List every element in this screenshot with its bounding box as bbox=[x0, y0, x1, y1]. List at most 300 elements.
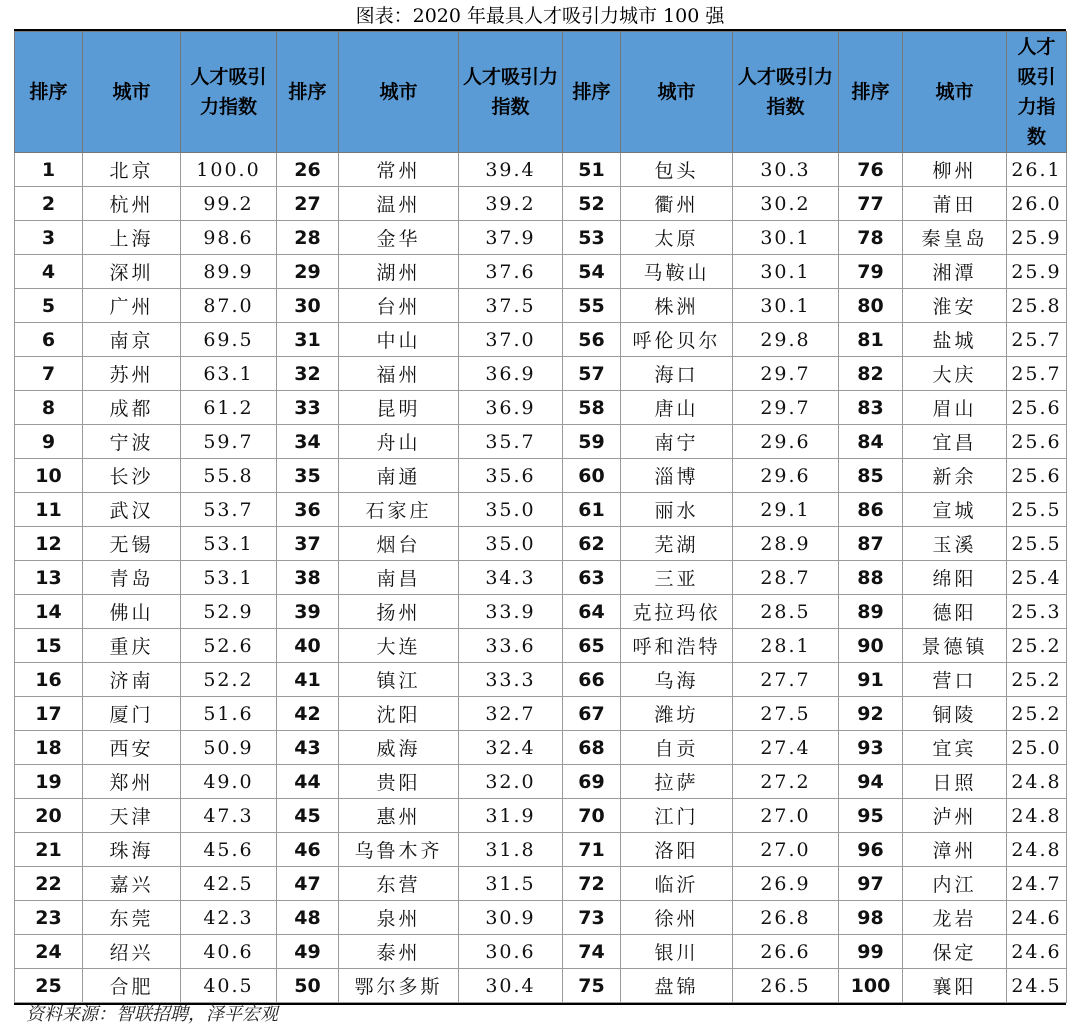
header-rank: 排序 bbox=[15, 32, 83, 153]
rank-cell: 53 bbox=[563, 221, 621, 255]
rank-cell: 34 bbox=[277, 425, 339, 459]
city-cell: 长沙 bbox=[83, 459, 181, 493]
index-value-cell: 34.3 bbox=[459, 561, 563, 595]
index-value-cell: 31.8 bbox=[459, 833, 563, 867]
index-value-cell: 99.2 bbox=[181, 187, 277, 221]
header-rank: 排序 bbox=[839, 32, 903, 153]
city-cell: 威海 bbox=[339, 731, 459, 765]
index-value-cell: 50.9 bbox=[181, 731, 277, 765]
index-value-cell: 25.2 bbox=[1007, 629, 1067, 663]
index-value-cell: 52.9 bbox=[181, 595, 277, 629]
rank-cell: 57 bbox=[563, 357, 621, 391]
city-cell: 泉州 bbox=[339, 901, 459, 935]
table-title: 图表：2020 年最具人才吸引力城市 100 强 bbox=[355, 5, 725, 27]
city-cell: 台州 bbox=[339, 289, 459, 323]
rank-cell: 36 bbox=[277, 493, 339, 527]
city-cell: 昆明 bbox=[339, 391, 459, 425]
index-value-cell: 28.1 bbox=[733, 629, 839, 663]
city-cell: 泸州 bbox=[903, 799, 1007, 833]
header-row bbox=[15, 32, 1067, 153]
index-value-cell: 27.5 bbox=[733, 697, 839, 731]
index-value-cell: 89.9 bbox=[181, 255, 277, 289]
index-value-cell: 24.5 bbox=[1007, 969, 1067, 1003]
table-row bbox=[15, 697, 1067, 731]
city-cell: 广州 bbox=[83, 289, 181, 323]
city-cell: 龙岩 bbox=[903, 901, 1007, 935]
city-cell: 乌鲁木齐 bbox=[339, 833, 459, 867]
city-cell: 南昌 bbox=[339, 561, 459, 595]
city-cell: 江门 bbox=[621, 799, 733, 833]
rank-cell: 4 bbox=[15, 255, 83, 289]
table-row bbox=[15, 901, 1067, 935]
city-cell: 呼和浩特 bbox=[621, 629, 733, 663]
table-row bbox=[15, 629, 1067, 663]
city-cell: 南宁 bbox=[621, 425, 733, 459]
city-cell: 柳州 bbox=[903, 153, 1007, 187]
city-cell: 洛阳 bbox=[621, 833, 733, 867]
city-cell: 惠州 bbox=[339, 799, 459, 833]
rank-cell: 83 bbox=[839, 391, 903, 425]
city-cell: 湘潭 bbox=[903, 255, 1007, 289]
city-cell: 石家庄 bbox=[339, 493, 459, 527]
rank-cell: 43 bbox=[277, 731, 339, 765]
index-value-cell: 47.3 bbox=[181, 799, 277, 833]
city-cell: 常州 bbox=[339, 153, 459, 187]
index-value-cell: 30.1 bbox=[733, 221, 839, 255]
city-cell: 宜宾 bbox=[903, 731, 1007, 765]
table-row bbox=[15, 357, 1067, 391]
rank-cell: 51 bbox=[563, 153, 621, 187]
rank-cell: 86 bbox=[839, 493, 903, 527]
city-cell: 合肥 bbox=[83, 969, 181, 1003]
city-cell: 玉溪 bbox=[903, 527, 1007, 561]
rank-cell: 50 bbox=[277, 969, 339, 1003]
header-city: 城市 bbox=[903, 32, 1007, 153]
table-row bbox=[15, 289, 1067, 323]
table-row bbox=[15, 425, 1067, 459]
table-row bbox=[15, 663, 1067, 697]
header-index: 人才吸引力指数 bbox=[1007, 32, 1067, 153]
rank-cell: 56 bbox=[563, 323, 621, 357]
rank-cell: 38 bbox=[277, 561, 339, 595]
index-value-cell: 25.9 bbox=[1007, 221, 1067, 255]
city-cell: 北京 bbox=[83, 153, 181, 187]
rank-cell: 31 bbox=[277, 323, 339, 357]
rank-cell: 67 bbox=[563, 697, 621, 731]
city-cell: 珠海 bbox=[83, 833, 181, 867]
city-cell: 扬州 bbox=[339, 595, 459, 629]
city-cell: 克拉玛依 bbox=[621, 595, 733, 629]
rank-cell: 77 bbox=[839, 187, 903, 221]
city-cell: 自贡 bbox=[621, 731, 733, 765]
city-cell: 日照 bbox=[903, 765, 1007, 799]
rank-cell: 37 bbox=[277, 527, 339, 561]
table-row bbox=[15, 255, 1067, 289]
index-value-cell: 24.7 bbox=[1007, 867, 1067, 901]
index-value-cell: 27.7 bbox=[733, 663, 839, 697]
index-value-cell: 29.7 bbox=[733, 357, 839, 391]
city-cell: 株洲 bbox=[621, 289, 733, 323]
index-value-cell: 36.9 bbox=[459, 391, 563, 425]
index-value-cell: 25.7 bbox=[1007, 357, 1067, 391]
rank-cell: 52 bbox=[563, 187, 621, 221]
rank-cell: 97 bbox=[839, 867, 903, 901]
rank-cell: 27 bbox=[277, 187, 339, 221]
city-cell: 厦门 bbox=[83, 697, 181, 731]
rank-cell: 6 bbox=[15, 323, 83, 357]
index-value-cell: 33.3 bbox=[459, 663, 563, 697]
rank-cell: 58 bbox=[563, 391, 621, 425]
rank-cell: 18 bbox=[15, 731, 83, 765]
city-cell: 淮安 bbox=[903, 289, 1007, 323]
city-cell: 唐山 bbox=[621, 391, 733, 425]
rank-cell: 11 bbox=[15, 493, 83, 527]
index-value-cell: 30.9 bbox=[459, 901, 563, 935]
header-rank: 排序 bbox=[563, 32, 621, 153]
header-city: 城市 bbox=[339, 32, 459, 153]
index-value-cell: 52.6 bbox=[181, 629, 277, 663]
ranking-table-container bbox=[14, 29, 1066, 1005]
index-value-cell: 30.2 bbox=[733, 187, 839, 221]
rank-cell: 92 bbox=[839, 697, 903, 731]
city-cell: 漳州 bbox=[903, 833, 1007, 867]
city-cell: 烟台 bbox=[339, 527, 459, 561]
rank-cell: 40 bbox=[277, 629, 339, 663]
index-value-cell: 31.9 bbox=[459, 799, 563, 833]
table-row bbox=[15, 527, 1067, 561]
index-value-cell: 25.2 bbox=[1007, 697, 1067, 731]
table-row bbox=[15, 493, 1067, 527]
index-value-cell: 28.9 bbox=[733, 527, 839, 561]
table-row bbox=[15, 833, 1067, 867]
rank-cell: 15 bbox=[15, 629, 83, 663]
index-value-cell: 30.4 bbox=[459, 969, 563, 1003]
rank-cell: 59 bbox=[563, 425, 621, 459]
city-cell: 湖州 bbox=[339, 255, 459, 289]
table-row bbox=[15, 731, 1067, 765]
city-talent-ranking-table bbox=[14, 31, 1067, 1003]
index-value-cell: 25.0 bbox=[1007, 731, 1067, 765]
table-row bbox=[15, 391, 1067, 425]
index-value-cell: 27.0 bbox=[733, 833, 839, 867]
index-value-cell: 52.2 bbox=[181, 663, 277, 697]
city-cell: 温州 bbox=[339, 187, 459, 221]
index-value-cell: 25.9 bbox=[1007, 255, 1067, 289]
rank-cell: 10 bbox=[15, 459, 83, 493]
city-cell: 马鞍山 bbox=[621, 255, 733, 289]
city-cell: 内江 bbox=[903, 867, 1007, 901]
index-value-cell: 24.8 bbox=[1007, 765, 1067, 799]
rank-cell: 100 bbox=[839, 969, 903, 1003]
city-cell: 上海 bbox=[83, 221, 181, 255]
rank-cell: 73 bbox=[563, 901, 621, 935]
city-cell: 海口 bbox=[621, 357, 733, 391]
index-value-cell: 63.1 bbox=[181, 357, 277, 391]
city-cell: 东营 bbox=[339, 867, 459, 901]
rank-cell: 29 bbox=[277, 255, 339, 289]
rank-cell: 84 bbox=[839, 425, 903, 459]
city-cell: 南京 bbox=[83, 323, 181, 357]
rank-cell: 89 bbox=[839, 595, 903, 629]
rank-cell: 78 bbox=[839, 221, 903, 255]
city-cell: 舟山 bbox=[339, 425, 459, 459]
rank-cell: 72 bbox=[563, 867, 621, 901]
rank-cell: 25 bbox=[15, 969, 83, 1003]
rank-cell: 88 bbox=[839, 561, 903, 595]
table-row bbox=[15, 561, 1067, 595]
header-index: 人才吸引力指数 bbox=[733, 32, 839, 153]
city-cell: 大连 bbox=[339, 629, 459, 663]
city-cell: 沈阳 bbox=[339, 697, 459, 731]
city-cell: 衢州 bbox=[621, 187, 733, 221]
index-value-cell: 25.2 bbox=[1007, 663, 1067, 697]
table-row bbox=[15, 221, 1067, 255]
city-cell: 西安 bbox=[83, 731, 181, 765]
rank-cell: 69 bbox=[563, 765, 621, 799]
rank-cell: 28 bbox=[277, 221, 339, 255]
rank-cell: 20 bbox=[15, 799, 83, 833]
index-value-cell: 49.0 bbox=[181, 765, 277, 799]
rank-cell: 13 bbox=[15, 561, 83, 595]
rank-cell: 74 bbox=[563, 935, 621, 969]
rank-cell: 7 bbox=[15, 357, 83, 391]
city-cell: 乌海 bbox=[621, 663, 733, 697]
index-value-cell: 26.6 bbox=[733, 935, 839, 969]
index-value-cell: 25.5 bbox=[1007, 527, 1067, 561]
rank-cell: 99 bbox=[839, 935, 903, 969]
city-cell: 芜湖 bbox=[621, 527, 733, 561]
rank-cell: 24 bbox=[15, 935, 83, 969]
rank-cell: 17 bbox=[15, 697, 83, 731]
rank-cell: 94 bbox=[839, 765, 903, 799]
city-cell: 眉山 bbox=[903, 391, 1007, 425]
index-value-cell: 53.1 bbox=[181, 527, 277, 561]
city-cell: 景德镇 bbox=[903, 629, 1007, 663]
city-cell: 鄂尔多斯 bbox=[339, 969, 459, 1003]
index-value-cell: 25.6 bbox=[1007, 425, 1067, 459]
city-cell: 三亚 bbox=[621, 561, 733, 595]
index-value-cell: 87.0 bbox=[181, 289, 277, 323]
index-value-cell: 27.4 bbox=[733, 731, 839, 765]
rank-cell: 85 bbox=[839, 459, 903, 493]
index-value-cell: 26.9 bbox=[733, 867, 839, 901]
rank-cell: 62 bbox=[563, 527, 621, 561]
rank-cell: 93 bbox=[839, 731, 903, 765]
city-cell: 郑州 bbox=[83, 765, 181, 799]
index-value-cell: 29.6 bbox=[733, 425, 839, 459]
index-value-cell: 30.3 bbox=[733, 153, 839, 187]
index-value-cell: 100.0 bbox=[181, 153, 277, 187]
index-value-cell: 30.6 bbox=[459, 935, 563, 969]
index-value-cell: 29.7 bbox=[733, 391, 839, 425]
index-value-cell: 29.1 bbox=[733, 493, 839, 527]
rank-cell: 91 bbox=[839, 663, 903, 697]
city-cell: 大庆 bbox=[903, 357, 1007, 391]
index-value-cell: 53.7 bbox=[181, 493, 277, 527]
rank-cell: 23 bbox=[15, 901, 83, 935]
index-value-cell: 35.0 bbox=[459, 527, 563, 561]
rank-cell: 79 bbox=[839, 255, 903, 289]
index-value-cell: 39.2 bbox=[459, 187, 563, 221]
table-row bbox=[15, 459, 1067, 493]
index-value-cell: 24.8 bbox=[1007, 833, 1067, 867]
index-value-cell: 45.6 bbox=[181, 833, 277, 867]
rank-cell: 82 bbox=[839, 357, 903, 391]
rank-cell: 39 bbox=[277, 595, 339, 629]
index-value-cell: 25.6 bbox=[1007, 391, 1067, 425]
rank-cell: 35 bbox=[277, 459, 339, 493]
city-cell: 武汉 bbox=[83, 493, 181, 527]
rank-cell: 44 bbox=[277, 765, 339, 799]
index-value-cell: 30.1 bbox=[733, 289, 839, 323]
city-cell: 包头 bbox=[621, 153, 733, 187]
index-value-cell: 24.8 bbox=[1007, 799, 1067, 833]
index-value-cell: 36.9 bbox=[459, 357, 563, 391]
index-value-cell: 30.1 bbox=[733, 255, 839, 289]
city-cell: 中山 bbox=[339, 323, 459, 357]
table-row bbox=[15, 935, 1067, 969]
table-body bbox=[15, 153, 1067, 1003]
rank-cell: 14 bbox=[15, 595, 83, 629]
rank-cell: 87 bbox=[839, 527, 903, 561]
rank-cell: 48 bbox=[277, 901, 339, 935]
rank-cell: 70 bbox=[563, 799, 621, 833]
rank-cell: 63 bbox=[563, 561, 621, 595]
rank-cell: 49 bbox=[277, 935, 339, 969]
city-cell: 南通 bbox=[339, 459, 459, 493]
rank-cell: 16 bbox=[15, 663, 83, 697]
rank-cell: 19 bbox=[15, 765, 83, 799]
city-cell: 福州 bbox=[339, 357, 459, 391]
rank-cell: 90 bbox=[839, 629, 903, 663]
index-value-cell: 29.8 bbox=[733, 323, 839, 357]
city-cell: 宁波 bbox=[83, 425, 181, 459]
rank-cell: 65 bbox=[563, 629, 621, 663]
index-value-cell: 26.5 bbox=[733, 969, 839, 1003]
city-cell: 铜陵 bbox=[903, 697, 1007, 731]
city-cell: 临沂 bbox=[621, 867, 733, 901]
city-cell: 东莞 bbox=[83, 901, 181, 935]
source-note: 资料来源：智联招聘，泽平宏观 bbox=[26, 1004, 278, 1025]
index-value-cell: 25.7 bbox=[1007, 323, 1067, 357]
city-cell: 青岛 bbox=[83, 561, 181, 595]
index-value-cell: 37.9 bbox=[459, 221, 563, 255]
table-row bbox=[15, 765, 1067, 799]
city-cell: 徐州 bbox=[621, 901, 733, 935]
city-cell: 宣城 bbox=[903, 493, 1007, 527]
table-row bbox=[15, 799, 1067, 833]
city-cell: 营口 bbox=[903, 663, 1007, 697]
header-rank: 排序 bbox=[277, 32, 339, 153]
rank-cell: 41 bbox=[277, 663, 339, 697]
city-cell: 济南 bbox=[83, 663, 181, 697]
index-value-cell: 35.6 bbox=[459, 459, 563, 493]
index-value-cell: 27.2 bbox=[733, 765, 839, 799]
rank-cell: 66 bbox=[563, 663, 621, 697]
index-value-cell: 51.6 bbox=[181, 697, 277, 731]
city-cell: 淄博 bbox=[621, 459, 733, 493]
city-cell: 无锡 bbox=[83, 527, 181, 561]
rank-cell: 2 bbox=[15, 187, 83, 221]
city-cell: 莆田 bbox=[903, 187, 1007, 221]
city-cell: 泰州 bbox=[339, 935, 459, 969]
rank-cell: 55 bbox=[563, 289, 621, 323]
index-value-cell: 40.5 bbox=[181, 969, 277, 1003]
rank-cell: 76 bbox=[839, 153, 903, 187]
table-row bbox=[15, 323, 1067, 357]
city-cell: 宜昌 bbox=[903, 425, 1007, 459]
rank-cell: 26 bbox=[277, 153, 339, 187]
index-value-cell: 25.5 bbox=[1007, 493, 1067, 527]
index-value-cell: 26.0 bbox=[1007, 187, 1067, 221]
rank-cell: 47 bbox=[277, 867, 339, 901]
rank-cell: 5 bbox=[15, 289, 83, 323]
rank-cell: 8 bbox=[15, 391, 83, 425]
index-value-cell: 28.7 bbox=[733, 561, 839, 595]
city-cell: 深圳 bbox=[83, 255, 181, 289]
rank-cell: 30 bbox=[277, 289, 339, 323]
table-row bbox=[15, 595, 1067, 629]
city-cell: 呼伦贝尔 bbox=[621, 323, 733, 357]
index-value-cell: 32.0 bbox=[459, 765, 563, 799]
index-value-cell: 42.3 bbox=[181, 901, 277, 935]
header-index: 人才吸引力指数 bbox=[181, 32, 277, 153]
rank-cell: 61 bbox=[563, 493, 621, 527]
index-value-cell: 28.5 bbox=[733, 595, 839, 629]
index-value-cell: 29.6 bbox=[733, 459, 839, 493]
rank-cell: 21 bbox=[15, 833, 83, 867]
index-value-cell: 39.4 bbox=[459, 153, 563, 187]
rank-cell: 98 bbox=[839, 901, 903, 935]
index-value-cell: 35.0 bbox=[459, 493, 563, 527]
index-value-cell: 69.5 bbox=[181, 323, 277, 357]
city-cell: 银川 bbox=[621, 935, 733, 969]
city-cell: 绵阳 bbox=[903, 561, 1007, 595]
rank-cell: 96 bbox=[839, 833, 903, 867]
city-cell: 杭州 bbox=[83, 187, 181, 221]
index-value-cell: 27.0 bbox=[733, 799, 839, 833]
rank-cell: 3 bbox=[15, 221, 83, 255]
city-cell: 佛山 bbox=[83, 595, 181, 629]
city-cell: 保定 bbox=[903, 935, 1007, 969]
header-city: 城市 bbox=[83, 32, 181, 153]
rank-cell: 22 bbox=[15, 867, 83, 901]
city-cell: 潍坊 bbox=[621, 697, 733, 731]
index-value-cell: 25.6 bbox=[1007, 459, 1067, 493]
rank-cell: 75 bbox=[563, 969, 621, 1003]
city-cell: 成都 bbox=[83, 391, 181, 425]
rank-cell: 71 bbox=[563, 833, 621, 867]
rank-cell: 68 bbox=[563, 731, 621, 765]
rank-cell: 95 bbox=[839, 799, 903, 833]
rank-cell: 33 bbox=[277, 391, 339, 425]
index-value-cell: 35.7 bbox=[459, 425, 563, 459]
city-cell: 襄阳 bbox=[903, 969, 1007, 1003]
table-row bbox=[15, 969, 1067, 1003]
index-value-cell: 37.0 bbox=[459, 323, 563, 357]
index-value-cell: 53.1 bbox=[181, 561, 277, 595]
rank-cell: 1 bbox=[15, 153, 83, 187]
table-row bbox=[15, 867, 1067, 901]
index-value-cell: 98.6 bbox=[181, 221, 277, 255]
city-cell: 秦皇岛 bbox=[903, 221, 1007, 255]
index-value-cell: 32.7 bbox=[459, 697, 563, 731]
index-value-cell: 31.5 bbox=[459, 867, 563, 901]
index-value-cell: 24.6 bbox=[1007, 901, 1067, 935]
city-cell: 镇江 bbox=[339, 663, 459, 697]
city-cell: 太原 bbox=[621, 221, 733, 255]
rank-cell: 80 bbox=[839, 289, 903, 323]
